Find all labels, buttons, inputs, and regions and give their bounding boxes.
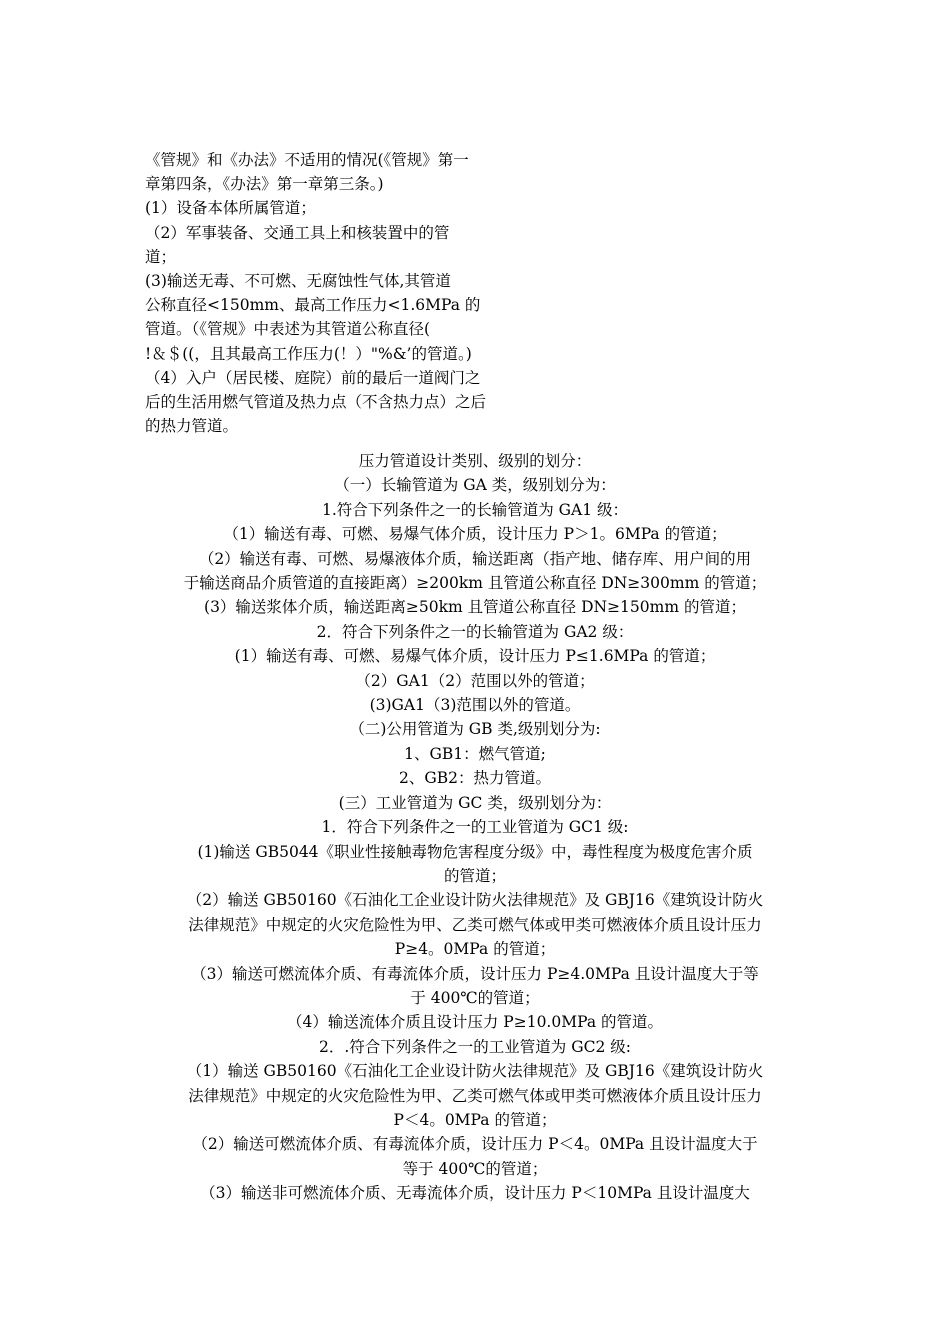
text-line: （2）输送 GB50160《石油化工企业设计防火法律规范》及 GBJ16《建筑设计防火 [186, 891, 764, 910]
text-line: P＜4。0MPa 的管道； [393, 1110, 557, 1129]
text-line: (3）输送浆体介质，输送距离≥50km 且管道公称直径 DN≥150mm 的管道； [204, 598, 746, 617]
text-line: 等于 400℃的管道； [402, 1159, 548, 1178]
text-line: (3)输送无毒、不可燃、无腐蚀性气体,其管道 [145, 272, 451, 291]
text-line: （2）GA1（2）范围以外的管道； [355, 671, 595, 690]
classification-section [150, 449, 800, 1206]
text-line: 2．符合下列条件之一的长输管道为 GA2 级： [316, 622, 634, 641]
subsection-heading-ga: （一）长输管道为 GA 类，级别划分为： [334, 476, 616, 495]
text-line: 2．.符合下列条件之一的工业管道为 GC2 级: [319, 1037, 631, 1056]
text-line: 道； [145, 247, 177, 266]
text-line: 的热力管道。 [145, 417, 239, 436]
text-line: (1）输送有毒、可燃、易爆气体介质，设计压力 P≤1.6MPa 的管道； [234, 647, 716, 666]
text-line: 《管规》和《办法》不适用的情况(《管规》第一 [145, 151, 469, 169]
text-line: (3)GA1（3)范围以外的管道。 [369, 696, 581, 715]
text-line: (1）设备本体所属管道； [145, 199, 316, 218]
text-line: 1、GB1：燃气管道; [404, 744, 546, 763]
text-line: !＆＄((，且其最高工作压力(！）"%&’的管道。) [145, 344, 472, 363]
text-line: 公称直径<150mm、最高工作压力<1.6MPa 的 [145, 296, 481, 315]
text-line: 法律规范》中规定的火灾危险性为甲、乙类可燃气体或甲类可燃液体介质且设计压力 [188, 1086, 762, 1105]
text-line: （2）输送可燃流体介质、有毒流体介质，设计压力 P＜4。0MPa 且设计温度大于 [192, 1135, 758, 1154]
section-heading: 压力管道设计类别、级别的划分： [358, 452, 592, 470]
text-line: 后的生活用燃气管道及热力点（不含热力点）之后 [145, 393, 487, 412]
text-line: （2）军事装备、交通工具上和核装置中的管 [145, 223, 450, 242]
text-line: （4）输送流体介质且设计压力 P≥10.0MPa 的管道。 [287, 1013, 663, 1032]
text-line: 管道。（《管规》中表述为其管道公称直径( [145, 320, 431, 339]
subsection-heading-gc: (三）工业管道为 GC 类，级别划分为： [338, 793, 612, 812]
text-line: 1．符合下列条件之一的工业管道为 GC1 级: [321, 818, 629, 837]
subsection-heading-gb: （二)公用管道为 GB 类,级别划分为: [349, 720, 601, 739]
text-line: （4）入户（居民楼、庭院）前的最后一道阀门之 [145, 368, 481, 387]
text-line: （3）输送可燃流体介质、有毒流体介质，设计压力 P≥4.0MPa 且设计温度大于等 [191, 964, 759, 983]
text-line: 于输送商品介质管道的直接距离）≥200km 且管道公称直径 DN≥300mm 的管道； [183, 574, 767, 593]
text-line: 的管道； [443, 866, 506, 885]
text-line: P≥4。0MPa 的管道； [394, 940, 556, 959]
text-line: （1）输送有毒、可燃、易爆气体介质，设计压力 P＞1。6MPa 的管道； [223, 525, 727, 544]
text-line: 法律规范》中规定的火灾危险性为甲、乙类可燃气体或甲类可燃液体介质且设计压力 [188, 915, 762, 934]
text-line: （1）输送 GB50160《石油化工企业设计防火法律规范》及 GBJ16《建筑设计防火 [186, 1062, 764, 1081]
text-line: 章第四条，《办法》第一章第三条。) [145, 175, 384, 194]
text-line: 于 400℃的管道； [410, 988, 540, 1007]
text-line: （2）输送有毒、可燃、易爆液体介质，输送距离（指产地、储存库、用户间的用 [198, 549, 752, 568]
text-line: 1.符合下列条件之一的长输管道为 GA1 级： [321, 500, 629, 519]
text-line: 2、GB2：热力管道。 [399, 769, 551, 788]
exclusion-section [145, 148, 545, 438]
text-line: （3）输送非可燃流体介质、无毒流体介质，设计压力 P＜10MPa 且设计温度大 [200, 1184, 750, 1203]
text-line: (1)输送 GB5044《职业性接触毒物危害程度分级》中，毒性程度为极度危害介质 [197, 842, 753, 861]
